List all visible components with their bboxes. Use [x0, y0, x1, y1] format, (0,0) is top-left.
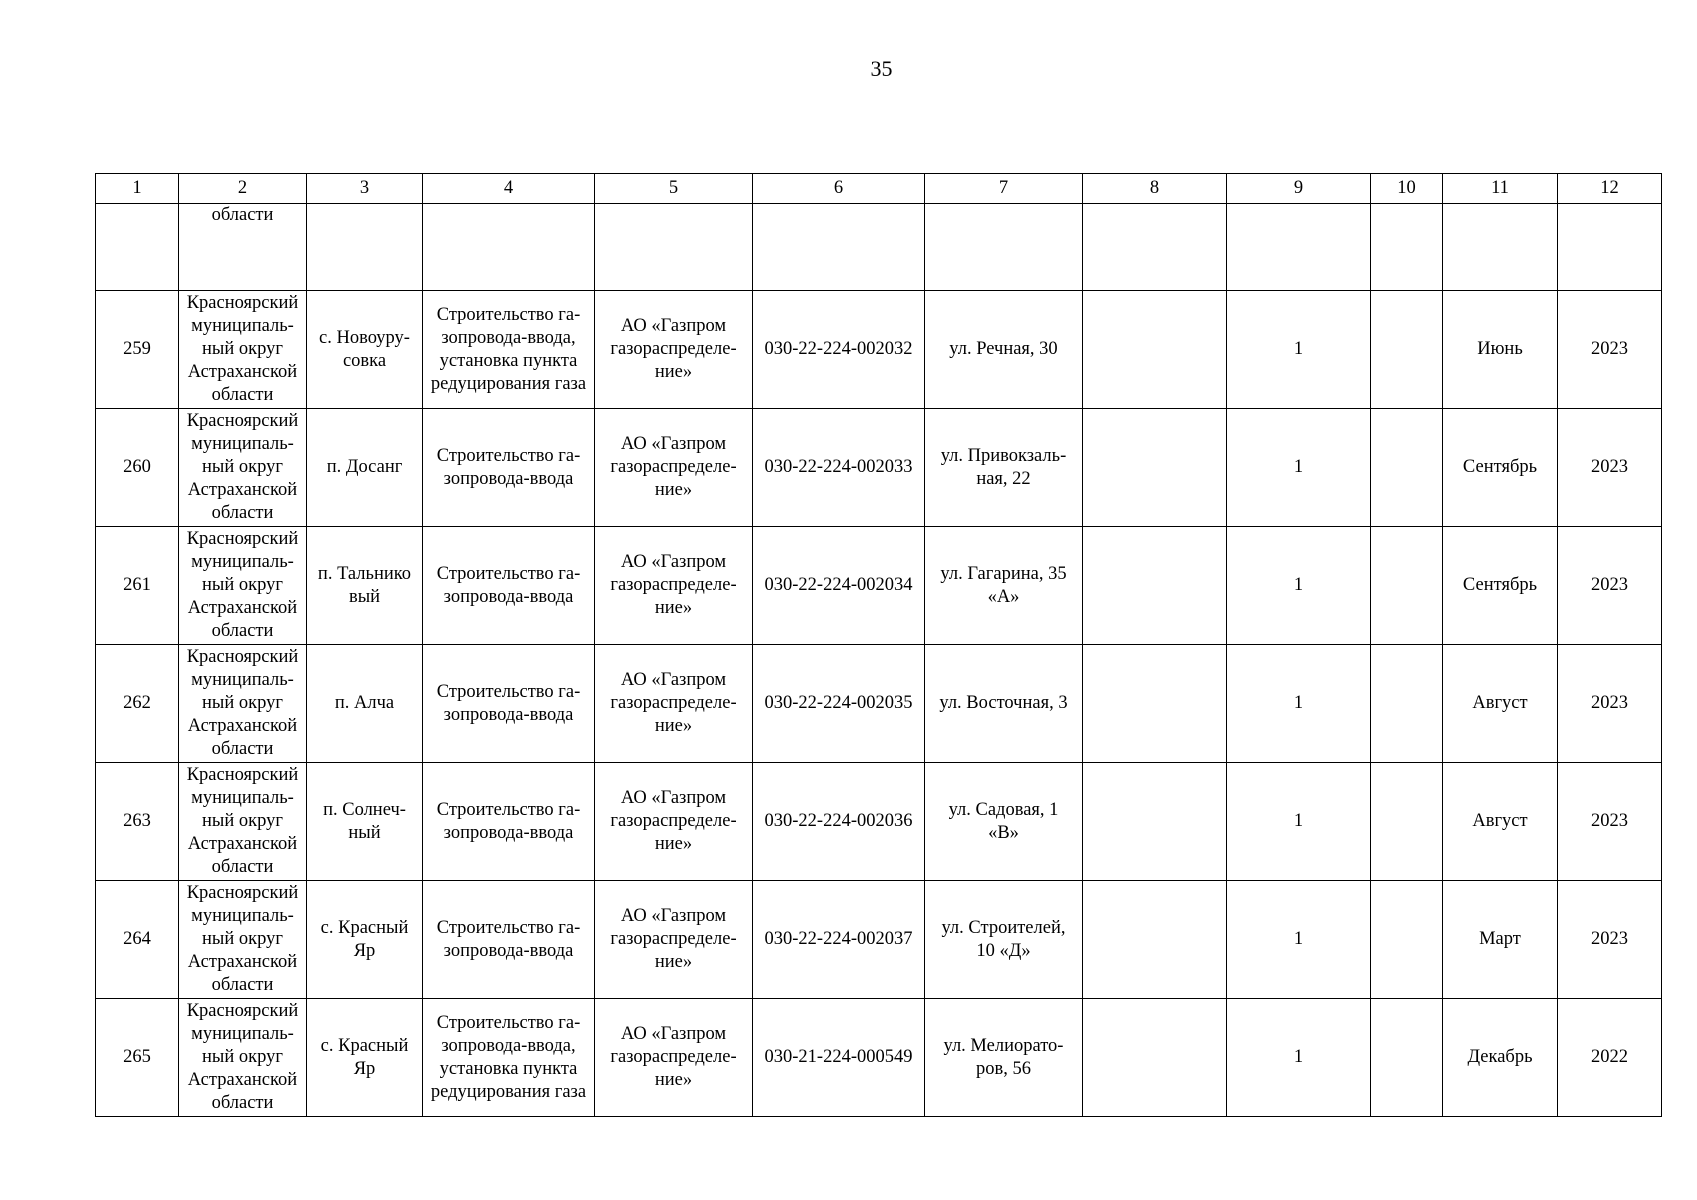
page-number: 35	[870, 56, 893, 81]
district-cell-text: Красноярский муниципаль- ный округ Астраханской области	[186, 647, 299, 759]
continuation-row	[96, 204, 1662, 291]
table-cell	[1227, 204, 1371, 291]
settlement-cell-text: с. Новоуру- совка	[319, 327, 410, 371]
month-cell	[1443, 409, 1558, 527]
settlement-cell	[307, 409, 423, 527]
table-row	[96, 645, 1662, 763]
object-code-cell-text: 030-21-224-000549	[764, 1047, 913, 1067]
work-description-cell-text: Строительство га- зопровода-ввода	[436, 681, 581, 725]
organization-cell-text: АО «Газпром газораспределе- ние»	[610, 670, 737, 736]
work-description-cell-text: Строительство га- зопровода-ввода	[436, 563, 581, 607]
work-description-cell-text: Строительство га- зопровода-ввода	[436, 799, 581, 843]
work-description-cell-text: Строительство га- зопровода-ввода	[436, 917, 581, 961]
year-cell	[1558, 881, 1662, 999]
work-description-cell	[423, 527, 595, 645]
address-cell	[925, 291, 1083, 409]
column-header: 6	[753, 174, 925, 204]
district-cell-text: Красноярский муниципаль- ный округ Астраханской области	[186, 529, 299, 641]
organization-cell-text: АО «Газпром газораспределе- ние»	[610, 788, 737, 854]
table-row	[96, 291, 1662, 409]
count-cell-text: 1	[1293, 1047, 1304, 1067]
row-number	[96, 645, 179, 763]
column-header: 10	[1371, 174, 1443, 204]
organization-cell	[595, 645, 753, 763]
year-cell-text: 2023	[1591, 929, 1628, 949]
object-code-cell	[753, 881, 925, 999]
column-header: 9	[1227, 174, 1371, 204]
object-code-cell-text: 030-22-224-002032	[764, 339, 913, 359]
count-cell	[1227, 999, 1371, 1117]
district-cell	[179, 645, 307, 763]
table-row	[96, 881, 1662, 999]
month-cell	[1443, 291, 1558, 409]
table-cell	[1371, 527, 1443, 645]
organization-cell	[595, 527, 753, 645]
month-cell	[1443, 881, 1558, 999]
table-row	[96, 527, 1662, 645]
column-header: 12	[1558, 174, 1662, 204]
count-cell	[1227, 645, 1371, 763]
month-cell	[1443, 999, 1558, 1117]
count-cell-text: 1	[1293, 575, 1304, 595]
table-row	[96, 409, 1662, 527]
month-cell-text: Сентябрь	[1462, 575, 1538, 595]
column-header: 7	[925, 174, 1083, 204]
row-number-text: 263	[123, 811, 151, 831]
work-description-cell	[423, 763, 595, 881]
organization-cell	[595, 763, 753, 881]
row-number-text: 265	[123, 1047, 151, 1067]
address-cell-text: ул. Речная, 30	[949, 339, 1058, 359]
address-cell	[925, 527, 1083, 645]
table-cell	[1371, 291, 1443, 409]
organization-cell	[595, 291, 753, 409]
row-number	[96, 409, 179, 527]
organization-cell-text: АО «Газпром газораспределе- ние»	[610, 316, 737, 382]
table-cell: области	[179, 204, 307, 291]
organization-cell	[595, 881, 753, 999]
count-cell	[1227, 881, 1371, 999]
settlement-cell	[307, 527, 423, 645]
settlement-cell-text: с. Красный Яр	[320, 1035, 409, 1079]
district-cell-text: Красноярский муниципаль- ный округ Астраханской области	[186, 883, 299, 995]
column-header: 8	[1083, 174, 1227, 204]
table-cell	[1083, 645, 1227, 763]
row-number-text: 262	[123, 693, 151, 713]
year-cell-text: 2023	[1591, 693, 1628, 713]
address-cell-text: ул. Садовая, 1 «В»	[948, 799, 1059, 843]
year-cell	[1558, 763, 1662, 881]
object-code-cell-text: 030-22-224-002037	[764, 929, 913, 949]
table-cell	[1083, 291, 1227, 409]
work-description-cell	[423, 645, 595, 763]
table-row	[96, 763, 1662, 881]
object-code-cell	[753, 527, 925, 645]
district-cell	[179, 763, 307, 881]
row-number	[96, 291, 179, 409]
row-number-text: 261	[123, 575, 151, 595]
table-cell	[1083, 204, 1227, 291]
settlement-cell	[307, 291, 423, 409]
address-cell	[925, 645, 1083, 763]
object-code-cell-text: 030-22-224-002035	[764, 693, 913, 713]
month-cell-text: Сентябрь	[1462, 457, 1538, 477]
district-cell-text: Красноярский муниципаль- ный округ Астраханской области	[186, 765, 299, 877]
work-description-cell-text: Строительство га- зопровода-ввода	[436, 445, 581, 489]
month-cell	[1443, 763, 1558, 881]
district-cell	[179, 527, 307, 645]
work-description-cell	[423, 409, 595, 527]
object-code-cell-text: 030-22-224-002036	[764, 811, 913, 831]
table-cell	[307, 204, 423, 291]
row-number	[96, 527, 179, 645]
year-cell	[1558, 409, 1662, 527]
row-number	[96, 881, 179, 999]
count-cell-text: 1	[1293, 339, 1304, 359]
table-cell	[1371, 999, 1443, 1117]
settlement-cell	[307, 763, 423, 881]
work-description-cell-text: Строительство га- зопровода-ввода, установка пункта редуцирования газа	[430, 1012, 587, 1102]
column-header: 4	[423, 174, 595, 204]
address-cell-text: ул. Гагарина, 35 «А»	[940, 563, 1067, 607]
work-description-cell	[423, 999, 595, 1117]
table-cell	[96, 204, 179, 291]
month-cell-text: Июнь	[1477, 339, 1523, 359]
work-description-cell	[423, 881, 595, 999]
organization-cell-text: АО «Газпром газораспределе- ние»	[610, 552, 737, 618]
district-cell	[179, 881, 307, 999]
object-code-cell	[753, 999, 925, 1117]
year-cell-text: 2022	[1591, 1047, 1628, 1067]
table-cell	[1371, 204, 1443, 291]
count-cell	[1227, 763, 1371, 881]
district-cell	[179, 999, 307, 1117]
district-cell	[179, 409, 307, 527]
year-cell	[1558, 291, 1662, 409]
count-cell	[1227, 409, 1371, 527]
settlement-cell-text: с. Красный Яр	[320, 917, 409, 961]
district-cell	[179, 291, 307, 409]
table-cell	[1371, 409, 1443, 527]
settlement-cell-text: п. Досанг	[326, 457, 403, 477]
data-table	[95, 173, 1662, 1117]
district-cell-text: Красноярский муниципаль- ный округ Астраханской области	[186, 1001, 299, 1113]
column-header: 2	[179, 174, 307, 204]
month-cell-text: Август	[1472, 693, 1528, 713]
count-cell-text: 1	[1293, 811, 1304, 831]
column-number-row	[96, 174, 1662, 204]
table-cell	[1371, 881, 1443, 999]
year-cell	[1558, 999, 1662, 1117]
address-cell	[925, 409, 1083, 527]
year-cell	[1558, 645, 1662, 763]
month-cell	[1443, 527, 1558, 645]
count-cell	[1227, 527, 1371, 645]
settlement-cell	[307, 999, 423, 1117]
object-code-cell-text: 030-22-224-002033	[764, 457, 913, 477]
year-cell	[1558, 527, 1662, 645]
table-cell	[925, 204, 1083, 291]
count-cell-text: 1	[1293, 693, 1304, 713]
table-cell	[1083, 763, 1227, 881]
organization-cell-text: АО «Газпром газораспределе- ние»	[610, 434, 737, 500]
object-code-cell	[753, 763, 925, 881]
count-cell-text: 1	[1293, 457, 1304, 477]
organization-cell-text: АО «Газпром газораспределе- ние»	[610, 1024, 737, 1090]
month-cell-text: Март	[1479, 929, 1521, 949]
organization-cell-text: АО «Газпром газораспределе- ние»	[610, 906, 737, 972]
column-header: 3	[307, 174, 423, 204]
table-row	[96, 999, 1662, 1117]
district-cell-text: Красноярский муниципаль- ный округ Астраханской области	[186, 411, 299, 523]
year-cell-text: 2023	[1591, 339, 1628, 359]
row-number	[96, 763, 179, 881]
table-body	[96, 291, 1662, 1117]
year-cell-text: 2023	[1591, 811, 1628, 831]
table-cell	[1371, 763, 1443, 881]
address-cell-text: ул. Привокзаль- ная, 22	[940, 445, 1067, 489]
row-number-text: 260	[123, 457, 151, 477]
address-cell	[925, 881, 1083, 999]
table-cell	[1083, 409, 1227, 527]
month-cell	[1443, 645, 1558, 763]
object-code-cell	[753, 409, 925, 527]
table-cell	[753, 204, 925, 291]
table-cell	[1443, 204, 1558, 291]
table-cell	[1083, 881, 1227, 999]
settlement-cell	[307, 645, 423, 763]
column-header: 1	[96, 174, 179, 204]
year-cell-text: 2023	[1591, 457, 1628, 477]
row-number-text: 259	[123, 339, 151, 359]
table-cell	[423, 204, 595, 291]
settlement-cell-text: п. Алча	[334, 693, 395, 713]
count-cell-text: 1	[1293, 929, 1304, 949]
district-cell-text: Красноярский муниципаль- ный округ Астраханской области	[186, 293, 299, 405]
column-header: 5	[595, 174, 753, 204]
settlement-cell	[307, 881, 423, 999]
work-description-cell-text: Строительство га- зопровода-ввода, установка пункта редуцирования газа	[430, 304, 587, 394]
table-cell	[1083, 999, 1227, 1117]
table-cell	[1558, 204, 1662, 291]
address-cell-text: ул. Мелиорато- ров, 56	[943, 1035, 1064, 1079]
settlement-cell-text: п. Тальнико вый	[317, 563, 412, 607]
column-header: 11	[1443, 174, 1558, 204]
table-cell	[595, 204, 753, 291]
table-cell	[1083, 527, 1227, 645]
table-cell	[1371, 645, 1443, 763]
organization-cell	[595, 409, 753, 527]
row-number	[96, 999, 179, 1117]
object-code-cell	[753, 645, 925, 763]
settlement-cell-text: п. Солнеч- ный	[323, 799, 406, 843]
address-cell-text: ул. Строителей, 10 «Д»	[941, 917, 1066, 961]
work-description-cell	[423, 291, 595, 409]
object-code-cell	[753, 291, 925, 409]
month-cell-text: Декабрь	[1467, 1047, 1533, 1067]
count-cell	[1227, 291, 1371, 409]
address-cell-text: ул. Восточная, 3	[939, 693, 1068, 713]
year-cell-text: 2023	[1591, 575, 1628, 595]
object-code-cell-text: 030-22-224-002034	[764, 575, 913, 595]
month-cell-text: Август	[1472, 811, 1528, 831]
row-number-text: 264	[123, 929, 151, 949]
address-cell	[925, 999, 1083, 1117]
organization-cell	[595, 999, 753, 1117]
address-cell	[925, 763, 1083, 881]
